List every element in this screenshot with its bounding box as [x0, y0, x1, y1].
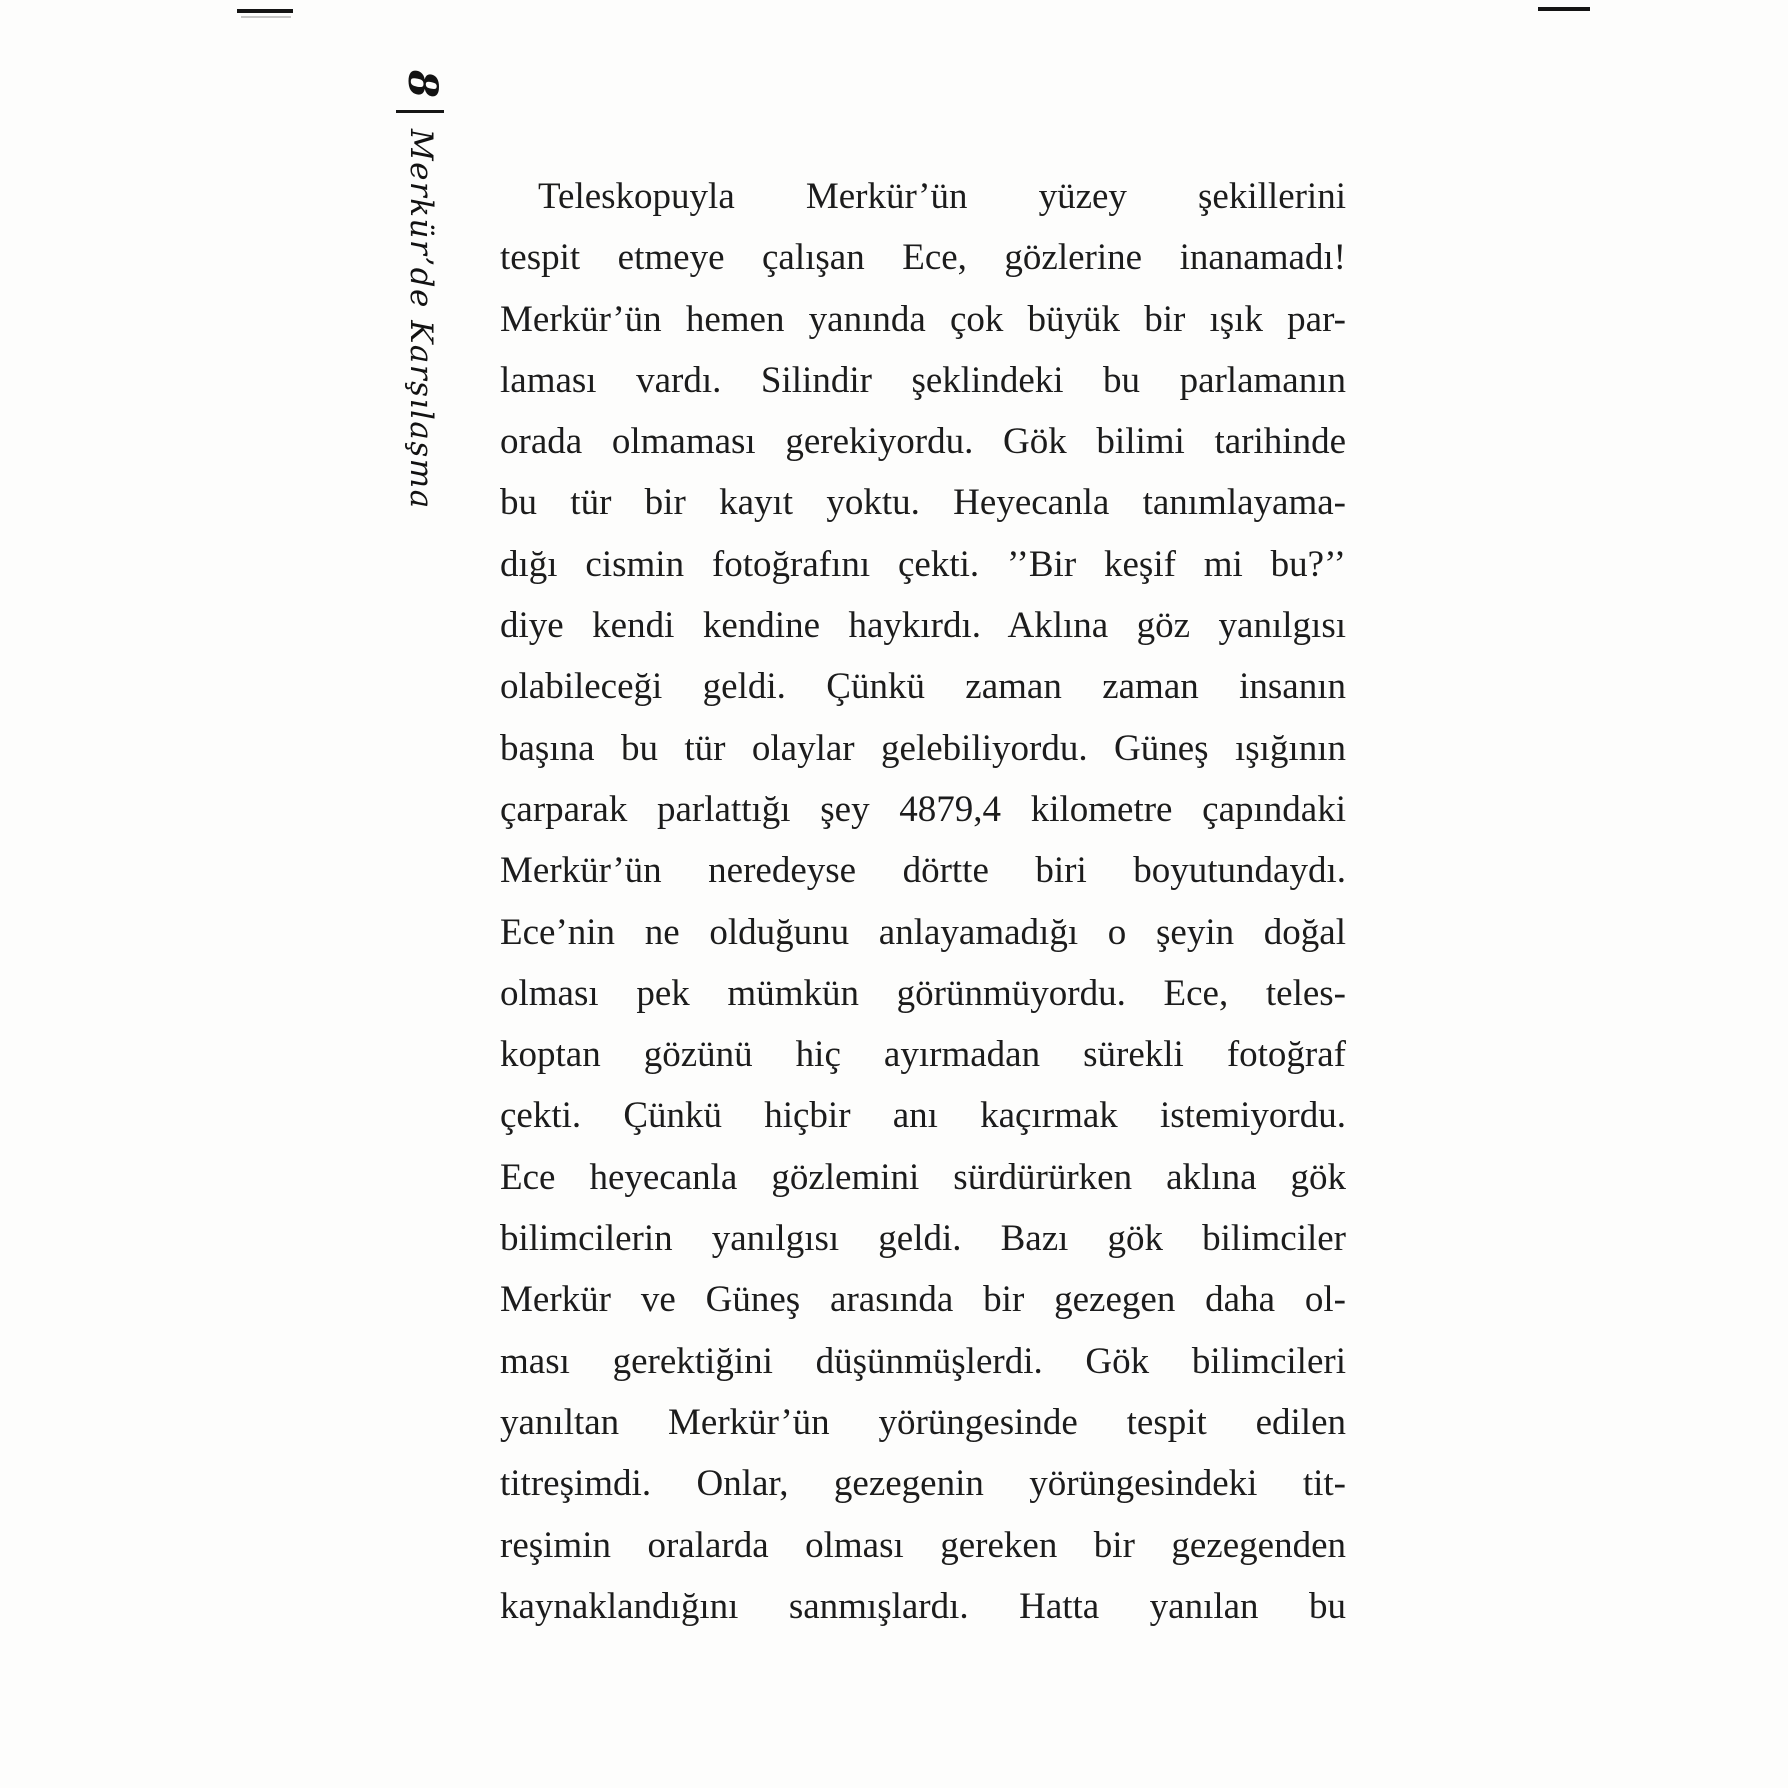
body-text-line: diye kendi kendine haykırdı. Aklına göz yanılgısı	[500, 605, 1346, 647]
rotated-margin-header	[348, 70, 446, 510]
body-text-line: laması vardı. Silindir şeklindeki bu parlamanın	[500, 359, 1346, 401]
body-text-line: koptan gözünü hiç ayırmadan sürekli fotoğraf	[500, 1034, 1346, 1076]
body-text-line: çekti. Çünkü hiçbir anı kaçırmak istemiyordu.	[500, 1095, 1346, 1137]
body-text-line: orada olmaması gerekiyordu. Gök bilimi tarihinde	[500, 421, 1346, 463]
body-text-line: Ece’nin ne olduğunu anlayamadığı o şeyin doğal	[500, 911, 1346, 953]
body-text-line: bilimcilerin yanılgısı geldi. Bazı gök bilimciler	[500, 1218, 1346, 1260]
page-number-divider-rule	[396, 110, 444, 113]
body-text-line: çarparak parlattığı şey 4879,4 kilometre çapındaki	[500, 788, 1346, 830]
body-text-line: yanıltan Merkür’ün yörüngesinde tespit edilen	[500, 1401, 1346, 1443]
top-left-trim-mark-shadow	[241, 16, 291, 18]
body-text-line: Merkür’ün neredeyse dörtte biri boyutundaydı.	[500, 850, 1346, 892]
body-text-line: dığı cismin fotoğrafını çekti. ’’Bir keşif mi bu?’’	[500, 543, 1346, 585]
top-left-trim-mark	[237, 9, 293, 13]
body-text-line: olması pek mümkün görünmüyordu. Ece, teles-	[500, 972, 1346, 1014]
page-number: 8	[399, 70, 446, 98]
body-text-line: Teleskopuyla Merkür’ün yüzey şekillerini	[538, 176, 1346, 217]
body-text-line: tespit etmeye çalışan Ece, gözlerine inanamadı!	[500, 237, 1346, 279]
body-text-line: Ece heyecanla gözlemini sürdürürken aklına gök	[500, 1156, 1346, 1198]
body-text-line: olabileceği geldi. Çünkü zaman zaman insanın	[500, 666, 1346, 708]
body-text-block	[500, 166, 1346, 1637]
chapter-title: Merkür’de Karşılaşma	[403, 128, 439, 510]
body-text-line: Merkür’ün hemen yanında çok büyük bir ışık par-	[500, 298, 1346, 340]
body-text-line: Merkür ve Güneş arasında bir gezegen daha ol-	[500, 1279, 1346, 1321]
body-text-line: reşimin oralarda olması gereken bir gezegenden	[500, 1524, 1346, 1566]
body-text-line: kaynaklandığını sanmışlardı. Hatta yanılan bu	[500, 1585, 1346, 1627]
body-text-line: bu tür bir kayıt yoktu. Heyecanla tanımlayama-	[500, 482, 1346, 524]
body-text-line: titreşimdi. Onlar, gezegenin yörüngesindeki tit-	[500, 1463, 1346, 1505]
top-right-trim-mark	[1538, 7, 1590, 11]
body-text-line: ması gerektiğini düşünmüşlerdi. Gök bilimcileri	[500, 1340, 1346, 1382]
body-text-line: başına bu tür olaylar gelebiliyordu. Güneş ışığının	[500, 727, 1346, 769]
